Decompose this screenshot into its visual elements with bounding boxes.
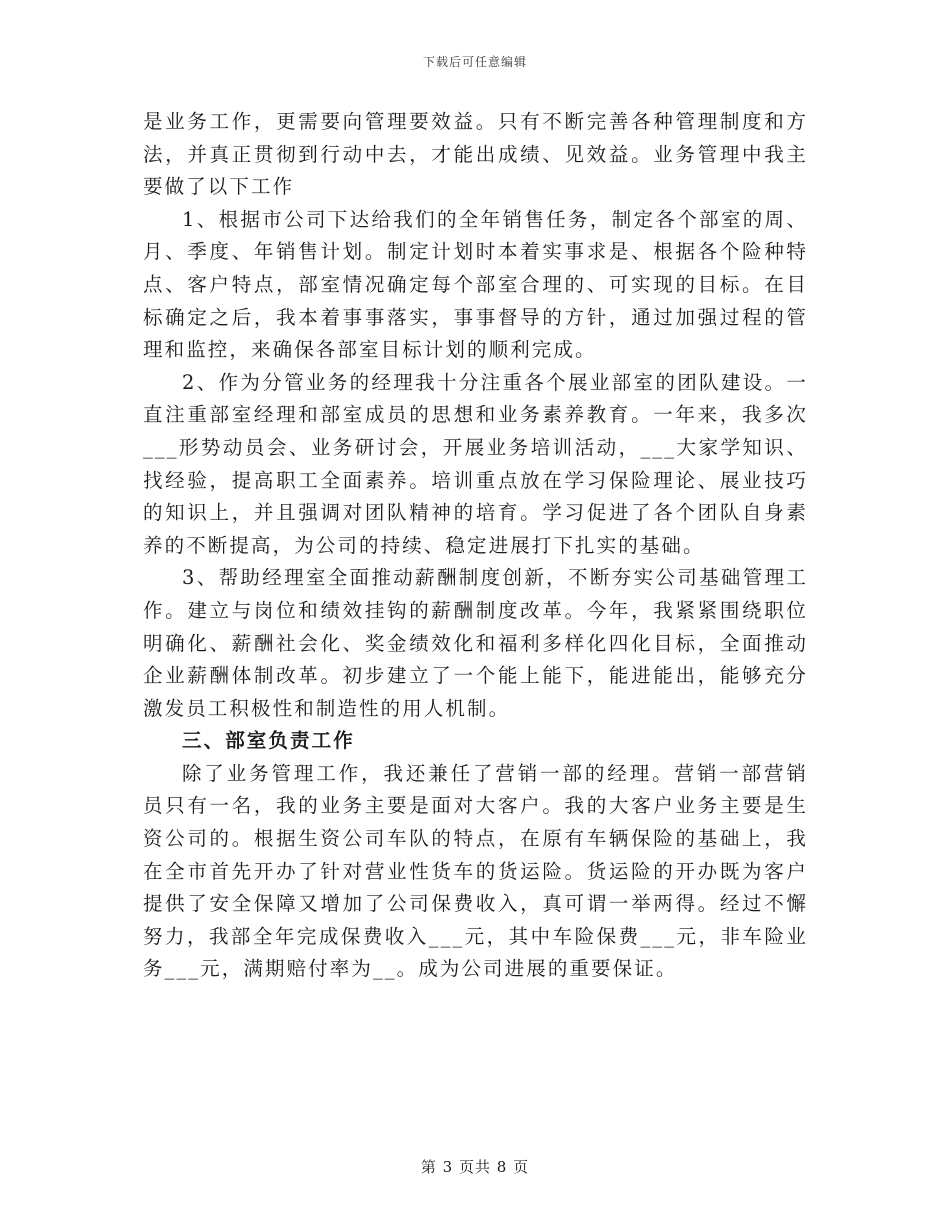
paragraph-item-3: 3、帮助经理室全面推动薪酬制度创新，不断夯实公司基础管理工作。建立与岗位和绩效挂钩的薪酬制度改革。今年，我紧紧围绕职位明确化、薪酬社会化、奖金绩效化和福利多样化四化目标，全面推动企业薪酬体制改革。初步建立了一个能上能下，能进能出，能够充分激发员工积极性和制造性的用人机制。 <box>143 566 808 720</box>
paragraph-item-2: 2、作为分管业务的经理我十分注重各个展业部室的团队建设。一直注重部室经理和部室成员的思想和业务素养教育。一年来，我多次___形势动员会、业务研讨会，开展业务培训活动，___大家学知识、找经验，提高职工全面素养。培训重点放在学习保险理论、展业技巧的知识上，并且强调对团队精神的培育。学习促进了各个团队自身素养的不断提高，为公司的持续、稳定进展打下扎实的基础。 <box>143 370 808 557</box>
section-heading: 三、部室负责工作 <box>182 729 355 753</box>
page-header: 下载后可任意编辑 <box>422 55 527 69</box>
page-number: 第 3 页共 8 页 <box>420 1158 530 1176</box>
paragraph-continuation: 是业务工作，更需要向管理要效益。只有不断完善各种管理制度和方法，并真正贯彻到行动中去，才能出成绩、见效益。业务管理中我主要做了以下工作 <box>143 110 808 199</box>
paragraph-item-1: 1、根据市公司下达给我们的全年销售任务，制定各个部室的周、月、季度、年销售计划。制定计划时本着实事求是、根据各个险种特点、客户特点，部室情况确定每个部室合理的、可实现的目标。在目标确定之后，我本着事事落实，事事督导的方针，通过加强过程的管理和监控，来确保各部室目标计划的顺利完成。 <box>143 207 808 362</box>
paragraph-section-body: 除了业务管理工作，我还兼任了营销一部的经理。营销一部营销员只有一名，我的业务主要是面对大客户。我的大客户业务主要是生资公司的。根据生资公司车队的特点，在原有车辆保险的基础上，我在全市首先开办了针对营业性货车的货运险。货运险的开办既为客户提供了安全保障又增加了公司保费收入，真可谓一举两得。经过不懈努力，我部全年完成保费收入___元，其中车险保费___元，非车险业务___元，满期赔付率为__。成为公司进展的重要保证。 <box>143 761 808 981</box>
document-body <box>143 106 808 986</box>
